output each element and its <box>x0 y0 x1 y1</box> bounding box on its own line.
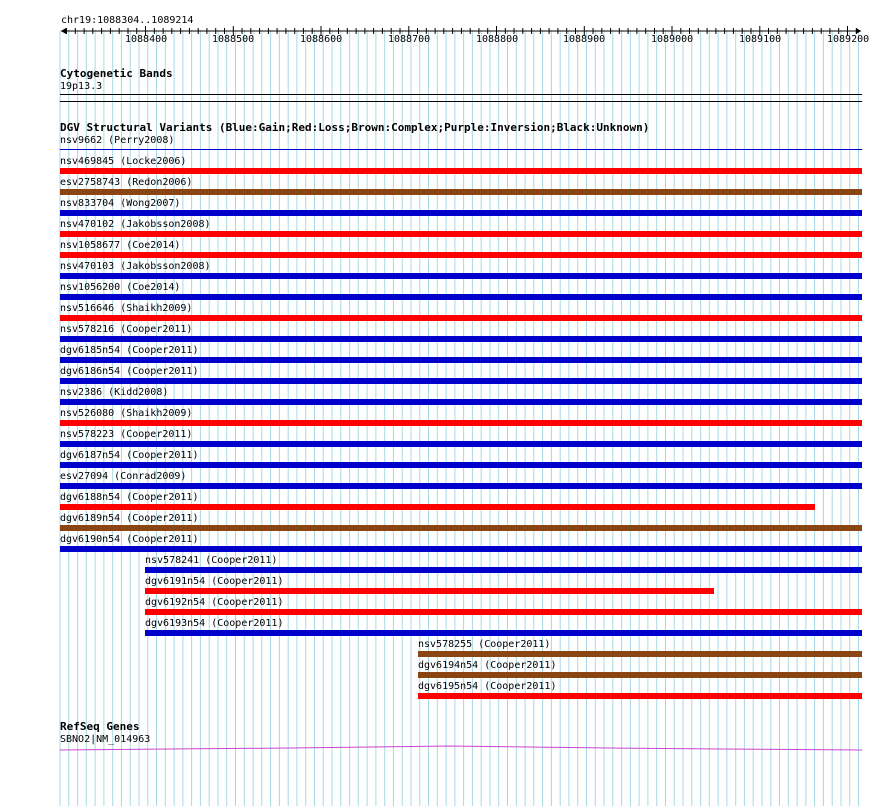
dgv-feature-label[interactable]: nsv578255 (Cooper2011) <box>418 639 551 650</box>
dgv-feature-bar[interactable] <box>60 252 862 258</box>
dgv-feature-label[interactable]: nsv1058677 (Coe2014) <box>60 240 181 251</box>
dgv-feature-label[interactable]: nsv470103 (Jakobsson2008) <box>60 261 211 272</box>
ruler-location: chr19:1088304..1089214 <box>61 15 194 26</box>
dgv-track-title: DGV Structural Variants (Blue:Gain;Red:Loss;Brown:Complex;Purple:Inversion;Black:Unknown) <box>60 121 650 134</box>
dgv-feature-bar[interactable] <box>145 588 714 594</box>
dgv-feature-label[interactable]: dgv6188n54 (Cooper2011) <box>60 492 199 503</box>
dgv-feature-label[interactable]: nsv833704 (Wong2007) <box>60 198 181 209</box>
refseq-gene-label[interactable]: SBNO2|NM_014963 <box>60 734 151 745</box>
dgv-feature-bar[interactable] <box>418 672 862 678</box>
ruler-tick-label: 1088700 <box>388 34 431 45</box>
dgv-feature-label[interactable]: nsv516646 (Shaikh2009) <box>60 303 193 314</box>
dgv-feature-bar[interactable] <box>145 567 862 573</box>
ruler-tick-label: 1089000 <box>651 34 694 45</box>
dgv-feature-label[interactable]: dgv6194n54 (Cooper2011) <box>418 660 557 671</box>
dgv-feature-label[interactable]: nsv578216 (Cooper2011) <box>60 324 193 335</box>
dgv-feature-bar[interactable] <box>60 399 862 405</box>
cytoband-line-bottom <box>60 101 862 102</box>
cytoband-label[interactable]: 19p13.3 <box>60 81 103 92</box>
dgv-feature-label[interactable]: dgv6191n54 (Cooper2011) <box>145 576 284 587</box>
ruler-left-arrow <box>61 28 66 34</box>
dgv-feature-label[interactable]: dgv6187n54 (Cooper2011) <box>60 450 199 461</box>
dgv-feature-bar[interactable] <box>60 420 862 426</box>
cytoband-line-top <box>60 94 862 95</box>
dgv-feature-bar[interactable] <box>60 441 862 447</box>
ruler-tick-label: 1088600 <box>300 34 343 45</box>
dgv-feature-label[interactable]: nsv469845 (Locke2006) <box>60 156 187 167</box>
dgv-feature-label[interactable]: dgv6189n54 (Cooper2011) <box>60 513 199 524</box>
dgv-feature-bar[interactable] <box>145 630 862 636</box>
dgv-feature-label[interactable]: dgv6192n54 (Cooper2011) <box>145 597 284 608</box>
dgv-feature-label[interactable]: esv27094 (Conrad2009) <box>60 471 187 482</box>
refseq-gene-line <box>60 746 862 750</box>
dgv-feature-bar[interactable] <box>60 273 862 279</box>
dgv-feature-label[interactable]: dgv6190n54 (Cooper2011) <box>60 534 199 545</box>
dgv-feature-bar[interactable] <box>60 378 862 384</box>
dgv-feature-bar[interactable] <box>60 336 862 342</box>
dgv-feature-bar[interactable] <box>60 189 862 195</box>
dgv-feature-bar[interactable] <box>60 504 815 510</box>
dgv-feature-bar[interactable] <box>60 149 862 150</box>
ruler-tick-label: 1088500 <box>212 34 255 45</box>
ruler-tick-label: 1088900 <box>563 34 606 45</box>
dgv-feature-bar[interactable] <box>60 168 862 174</box>
dgv-feature-bar[interactable] <box>418 693 862 699</box>
dgv-feature-label[interactable]: nsv526080 (Shaikh2009) <box>60 408 193 419</box>
dgv-feature-label[interactable]: nsv578241 (Cooper2011) <box>145 555 278 566</box>
dgv-feature-bar[interactable] <box>60 294 862 300</box>
dgv-feature-bar[interactable] <box>60 231 862 237</box>
dgv-feature-label[interactable]: esv2758743 (Redon2006) <box>60 177 193 188</box>
dgv-feature-bar[interactable] <box>60 357 862 363</box>
ruler-tick-label: 1089200 <box>827 34 870 45</box>
dgv-feature-label[interactable]: nsv578223 (Cooper2011) <box>60 429 193 440</box>
dgv-feature-label[interactable]: dgv6186n54 (Cooper2011) <box>60 366 199 377</box>
dgv-feature-bar[interactable] <box>145 609 862 615</box>
dgv-feature-label[interactable]: dgv6193n54 (Cooper2011) <box>145 618 284 629</box>
refseq-gene-track <box>0 740 890 754</box>
dgv-feature-label[interactable]: nsv2386 (Kidd2008) <box>60 387 169 398</box>
dgv-feature-bar[interactable] <box>60 315 862 321</box>
dgv-feature-label[interactable]: dgv6185n54 (Cooper2011) <box>60 345 199 356</box>
ruler-tick-label: 1088800 <box>476 34 519 45</box>
dgv-feature-label[interactable]: dgv6195n54 (Cooper2011) <box>418 681 557 692</box>
dgv-feature-bar[interactable] <box>60 525 862 531</box>
ruler-tick-label: 1089100 <box>739 34 782 45</box>
dgv-feature-bar[interactable] <box>60 546 862 552</box>
refseq-track-title: RefSeq Genes <box>60 720 140 733</box>
dgv-feature-label[interactable]: nsv9662 (Perry2008) <box>60 135 175 146</box>
cytoband-track-title: Cytogenetic Bands <box>60 67 173 80</box>
dgv-feature-label[interactable]: nsv1056200 (Coe2014) <box>60 282 181 293</box>
dgv-feature-bar[interactable] <box>60 210 862 216</box>
dgv-feature-label[interactable]: nsv470102 (Jakobsson2008) <box>60 219 211 230</box>
dgv-feature-bar[interactable] <box>418 651 862 657</box>
ruler-tick-label: 1088400 <box>125 34 168 45</box>
dgv-feature-bar[interactable] <box>60 462 862 468</box>
dgv-feature-bar[interactable] <box>60 483 862 489</box>
